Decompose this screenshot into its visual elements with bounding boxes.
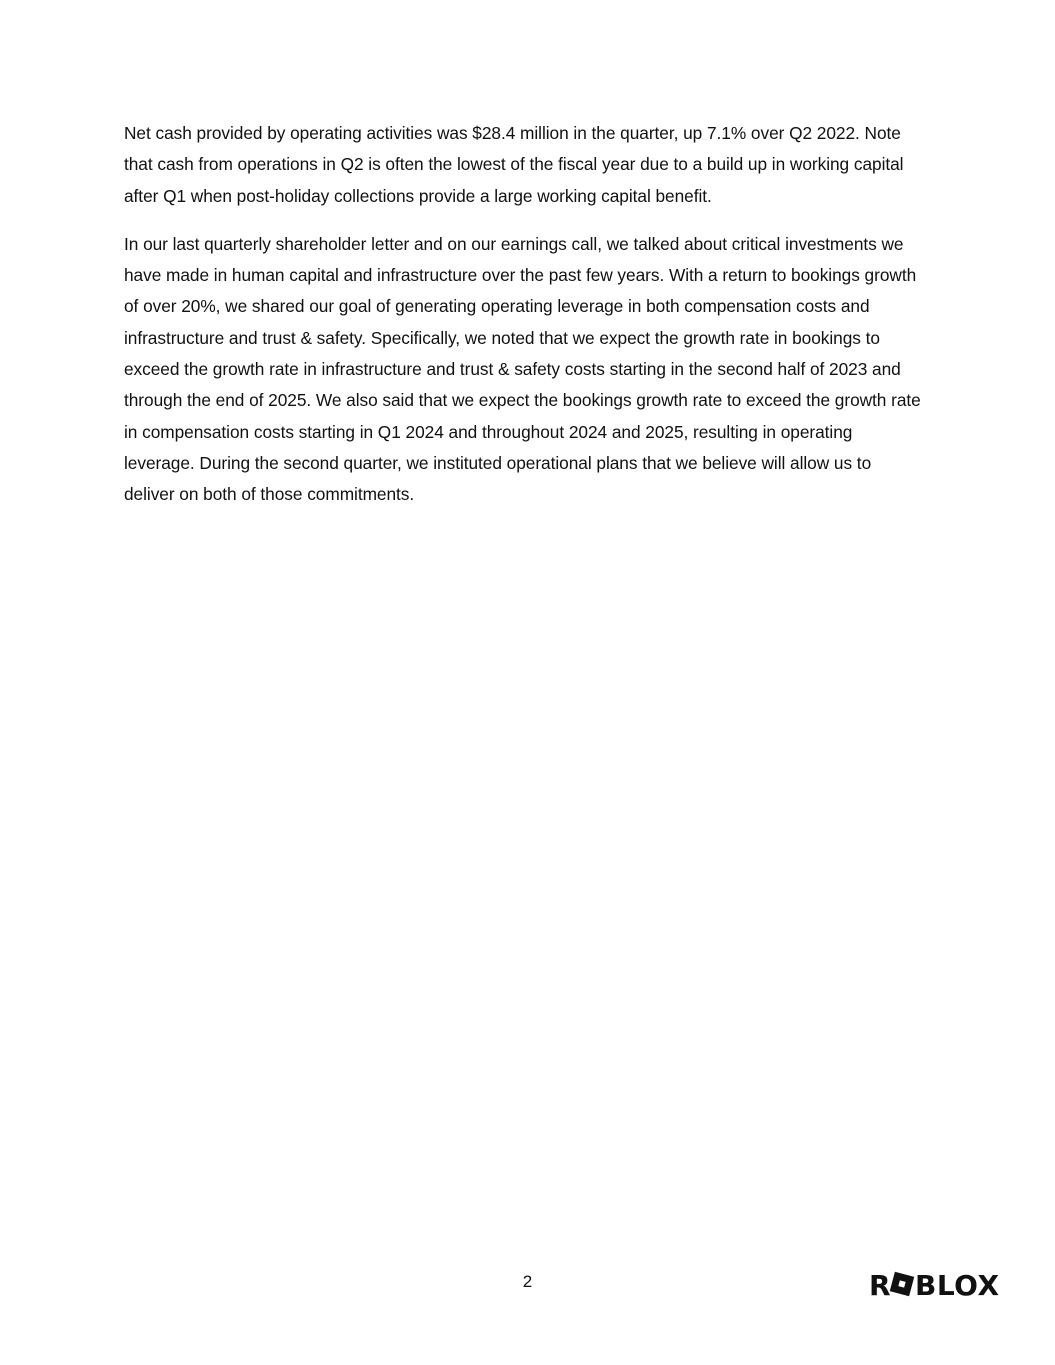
document-body — [124, 118, 924, 528]
paragraph-operating-cash: Net cash provided by operating activities was $28.4 million in the quarter, up 7.1% over Q2 2022. Note that cash from operations in Q2 is often the lowest of the fiscal year due to a build up in working capital after Q1 when post-holiday collections provide a large working capital benefit. — [124, 123, 904, 206]
roblox-logo-wordmark-rest: BLOX — [915, 1269, 1000, 1302]
roblox-logo-wordmark: R — [869, 1269, 892, 1302]
roblox-logo — [868, 1268, 1010, 1302]
paragraph-operating-leverage: In our last quarterly shareholder letter and on our earnings call, we talked about critical investments we have made in human capital and infrastructure over the past few years. With a return to bookings growth of over 20%, we shared our goal of generating operating leverage in both compensation costs and infrastructure and trust & safety. Specifically, we noted that we expect the growth rate in bookings to exceed the growth rate in infrastructure and trust & safety costs starting in the second half of 2023 and through the end of 2025. We also said that we expect the bookings growth rate to exceed the growth rate in compensation costs starting in Q1 2024 and throughout 2024 and 2025, resulting in operating leverage. During the second quarter, we instituted operational plans that we believe will allow us to deliver on both of those commitments. — [124, 233, 921, 505]
roblox-logo-tilted-square — [890, 1272, 914, 1296]
roblox-logo-icon — [868, 1268, 1010, 1302]
page-number: 2 — [522, 1272, 533, 1291]
